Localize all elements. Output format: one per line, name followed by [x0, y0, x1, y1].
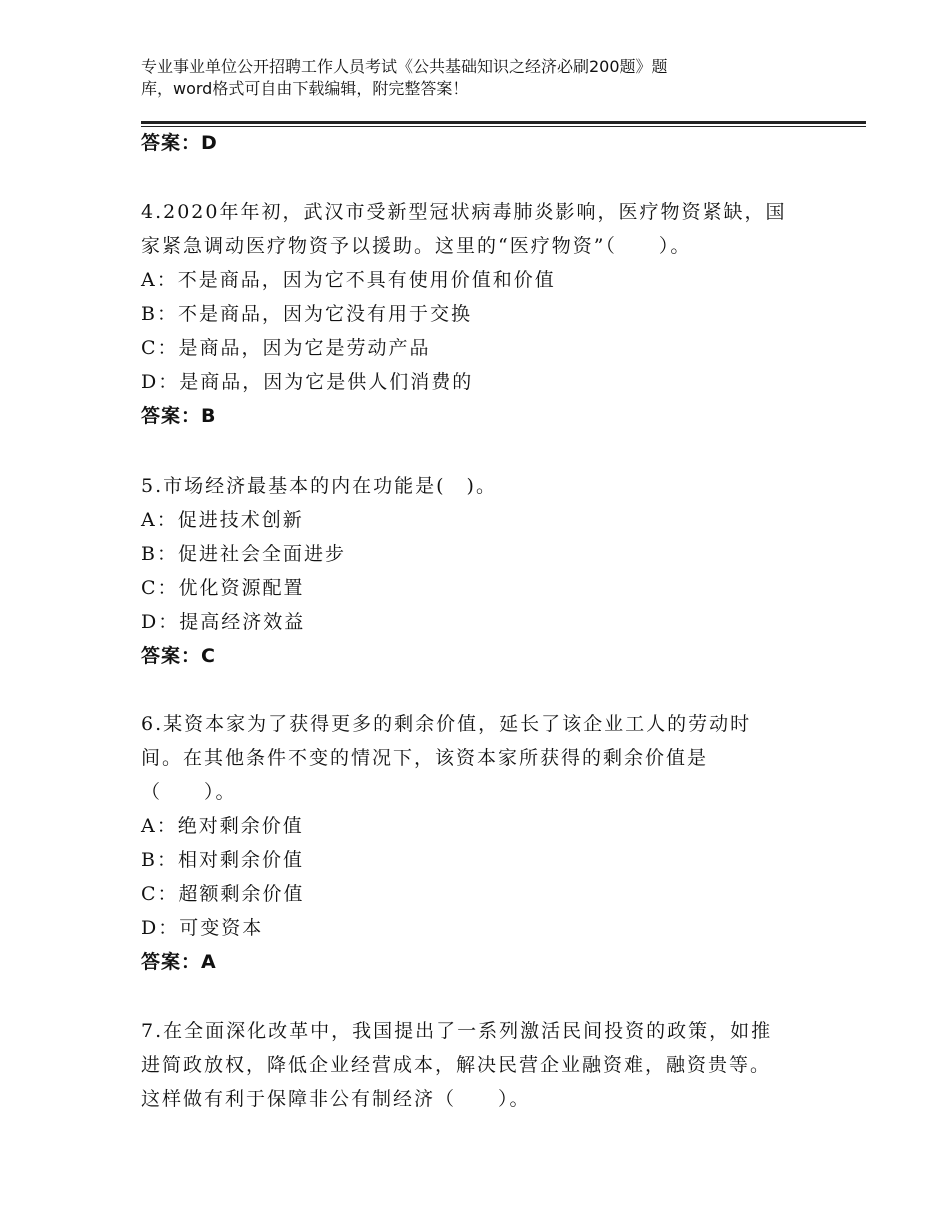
- answer-label: 答案：B: [141, 405, 217, 427]
- page-header: [141, 56, 781, 100]
- option-b: B：促进社会全面进步: [141, 543, 346, 565]
- option-c: C：优化资源配置: [141, 577, 305, 599]
- question-text-line: 家紧急调动医疗物资予以援助。这里的“医疗物资”（ ）。: [141, 235, 692, 257]
- question-text-line: 进简政放权，降低企业经营成本，解决民营企业融资难，融资贵等。: [141, 1054, 772, 1076]
- previous-answer-block: [141, 126, 821, 160]
- question-6: [141, 707, 821, 979]
- option-a: A：促进技术创新: [141, 509, 304, 531]
- question-text-line: 间。在其他条件不变的情况下，该资本家所获得的剩余价值是: [141, 747, 709, 769]
- question-text-line: （ ）。: [141, 781, 237, 803]
- question-text-line: 这样做有利于保障非公有制经济（ ）。: [141, 1088, 531, 1110]
- option-d: D：是商品，因为它是供人们消费的: [141, 371, 474, 393]
- option-d: D：提高经济效益: [141, 611, 306, 633]
- option-c: C：是商品，因为它是劳动产品: [141, 337, 431, 359]
- question-text-line: 4.2020年年初，武汉市受新型冠状病毒肺炎影响，医疗物资紧缺，国: [141, 201, 787, 223]
- question-text-line: 6.某资本家为了获得更多的剩余价值，延长了该企业工人的劳动时: [141, 713, 752, 735]
- header-line-1: 专业事业单位公开招聘工作人员考试《公共基础知识之经济必刷200题》题: [141, 57, 668, 76]
- question-5: [141, 469, 821, 673]
- option-d: D：可变资本: [141, 917, 264, 939]
- option-c: C：超额剩余价值: [141, 883, 305, 905]
- question-text-line: 7.在全面深化改革中，我国提出了一系列激活民间投资的政策，如推: [141, 1020, 773, 1042]
- answer-label: 答案：D: [141, 132, 218, 154]
- question-4: [141, 195, 821, 433]
- question-text-line: 5.市场经济最基本的内在功能是( )。: [141, 475, 497, 497]
- answer-label: 答案：C: [141, 645, 216, 667]
- header-line-2: 库，word格式可自由下载编辑，附完整答案！: [141, 79, 469, 98]
- option-b: B：相对剩余价值: [141, 849, 304, 871]
- header-divider-thick: [141, 121, 866, 124]
- option-b: B：不是商品，因为它没有用于交换: [141, 303, 472, 325]
- question-7: [141, 1014, 821, 1116]
- answer-label: 答案：A: [141, 951, 217, 973]
- option-a: A：绝对剩余价值: [141, 815, 304, 837]
- option-a: A：不是商品，因为它不具有使用价值和价值: [141, 269, 556, 291]
